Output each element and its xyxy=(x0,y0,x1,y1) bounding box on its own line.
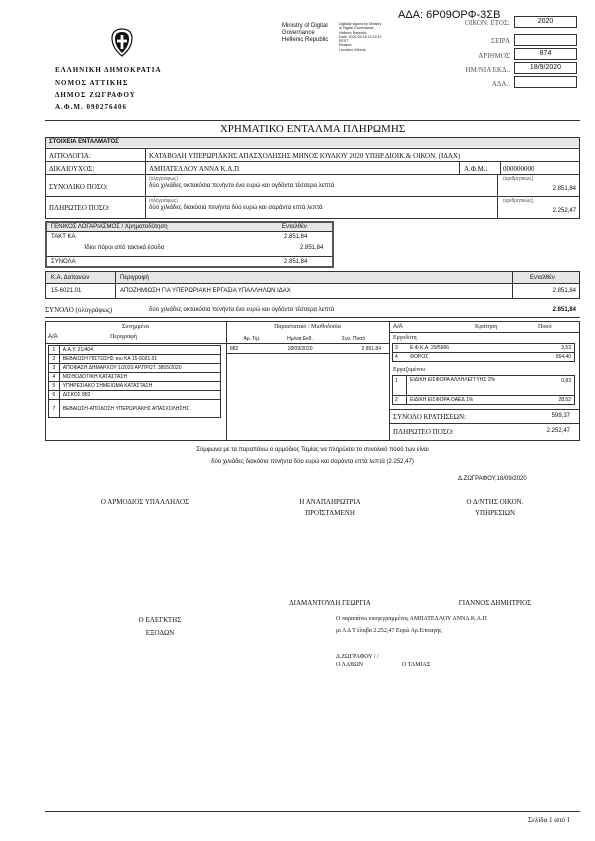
expense-col-amount: Ενταλθέν xyxy=(530,275,555,281)
list-item: 3 ΑΠΟΦΑΣΗ ΔΗΜΑΡΧΟΥ 1/2020 ΑΡ.ΠΡΩΤ. 3855/2020 xyxy=(49,364,221,373)
dikaiouxos-value: ΑΜΠΑΤΕΛΛΟΥ ΑΝΝΑ Κ.Α.Π xyxy=(149,165,240,173)
synoliko-num: 2.851,84 xyxy=(552,186,576,192)
aitiologia-value: ΚΑΤΑΒΟΛΗ ΥΠΕΡΩΡΙΑΚΗΣ ΑΠΑΣΧΟΛΗΣΗΣ ΜΗΝΟΣ ΙΟΥΛΙΟΥ 2020 ΥΠΗΡ.ΔΙΟΙΚ.& ΟΙΚΟΝ. (ΙΔΑΧ) xyxy=(149,152,461,160)
signatory-title: Ο Δ/ΝΤΗΣ ΟΙΚΟΝ. ΥΠΗΡΕΣΙΩΝ xyxy=(466,498,524,517)
synoliko-words-label: (ολογράφως) xyxy=(149,176,179,182)
synoliko-label: ΣΥΝΟΛΙΚΟ ΠΟΣΟ: xyxy=(49,183,108,191)
signature-ministry: Ministry of Digital Governance Hellenic Republic xyxy=(282,23,329,43)
list-item: 5 ΥΠΗΡΕΣΙΑΚΟ ΣΗΜΕΙΩΜΑ ΚΑΤΑΣΤΑΣΗ xyxy=(49,382,221,391)
deduction-name: ΕΙΔΙΚΗ ΕΙΣΦΟΡΑ ΑΛΛΗΛΕΓΓΥΗΣ 2% xyxy=(410,377,496,383)
deductions-col-aa: Α/Α xyxy=(393,324,403,330)
deduction-num: 2 xyxy=(395,397,398,403)
expense-desc: ΑΠΟΖΗΜΙΩΣΗ ΓΙΑ ΥΠΕΡΩΡΙΑΚΗ ΕΡΓΑΣΙΑ ΥΠΑΛΛΗΛΩΝ ΙΔΑΧ xyxy=(120,288,291,294)
signatory-name: ΔΙΑΜΑΝΤΟΥΛΗ ΓΕΩΡΓΙΑ xyxy=(289,599,371,607)
field-label-date: ΗΜ/ΝΙΑ ΕΚΔ.. xyxy=(465,66,510,74)
section-label: ΣΤΟΙΧΕΙΑ ΕΝΤΑΛΜΑΤΟΣ xyxy=(49,139,119,145)
deduction-num: 4 xyxy=(395,354,398,360)
total-words: δύο χιλιάδες οκτακόσια πενήντα ένα ευρώ και ογδόντα τέσσερα λεπτά xyxy=(149,307,335,313)
ledger-total-value: 2.851,84 xyxy=(284,259,308,265)
field-value-year: 2020 xyxy=(514,16,577,28)
deductions-group-employee: Εργαζομένου xyxy=(393,367,426,373)
lodgement-header: Αρ. Τιμ. Ημ/νια Εκδ. Συν. Ποσό xyxy=(243,336,366,342)
ledger-row-label: ΤΑΚΤ ΚΑ xyxy=(51,234,76,240)
ledger-sub-value: 2.851,84 xyxy=(300,245,324,251)
ledger-sub-label: Ίδιοι πόροι από τακτικά έσοδα xyxy=(84,245,165,251)
expense-ka: 15-6021.01 xyxy=(51,288,82,294)
lodgement-title: Παραστατικό / Μισθοδοσία xyxy=(274,324,341,330)
aitiologia-label: ΑΙΤΙΟΛΟΓΙΑ: xyxy=(49,152,91,160)
signatory-name: ΓΙΑΝΝΟΣ ΔΗΜΗΤΡΙΟΣ xyxy=(458,599,532,607)
field-label-ada: ΑΔΑ.. xyxy=(491,80,510,88)
deductions-total-label: ΣΥΝΟΛΟ ΚΡΑΤΗΣΕΩΝ: xyxy=(393,413,466,421)
ada-code: ΑΔΑ: 6Ρ09ΟΡΦ-3ΣΒ xyxy=(398,9,501,21)
deduction-value: 0,83 xyxy=(561,378,571,384)
statement-line: δύο χιλιάδες διακόσια πενήντα δύο ευρώ και σαράντα επτά λεπτά (2.252,47) xyxy=(211,459,414,465)
deductions-total-value: 599,37 xyxy=(551,413,570,419)
afm-value: 000000000 xyxy=(503,165,535,173)
plirotaio-label: ΠΛΗΡΩΤΕΟ ΠΟΣΟ: xyxy=(49,204,110,212)
field-label-number: ΑΡΙΘΜΟΣ xyxy=(478,52,510,60)
expense-amount: 2.851,84 xyxy=(552,288,576,294)
deduction-value: 28,52 xyxy=(558,397,571,403)
signatory-title: Ο ΑΡΜΟΔΙΟΣ ΥΠΑΛΛΗΛΟΣ xyxy=(100,498,190,506)
pay-value: 2.252,47 xyxy=(546,428,570,434)
total-label: ΣΥΝΟΛΟ (ολογράφως) xyxy=(45,306,113,314)
ledger-col-amount: Ενταλθέν xyxy=(282,224,307,230)
deductions-group-employer: Εργοδότη xyxy=(393,335,417,341)
plirotaio-num: 2.252,47 xyxy=(552,208,576,214)
docs-col-desc: Περιγραφή xyxy=(110,334,137,340)
field-label-year: ΟΙΚΟΝ. ΕΤΟΣ: xyxy=(464,19,510,27)
org-line: Α.Φ.Μ. 090276406 xyxy=(55,103,127,111)
deduction-value: 564,40 xyxy=(555,354,571,360)
pay-label: ΠΛΗΡΩΤΕΟ ΠΟΣΟ: xyxy=(393,428,454,436)
page-number: Σελίδα 1 από 1 xyxy=(528,816,571,824)
ledger-total-label: ΣΥΝΟΛΑ xyxy=(51,259,76,265)
ledger-col-account: ΓΕΝΙΚΟΣ ΛΟΓΑΡΙΑΣΜΟΣ / Χρηματοδότηση xyxy=(51,224,168,230)
field-value-number: 874 xyxy=(514,48,577,60)
deductions-col-amount: Ποσό xyxy=(538,324,552,330)
receipt-line: Δ.ΖΩΓΡΑΦΟΥ / / xyxy=(336,654,379,660)
signature-details: Digitally signed by Ministry of Digital Governance, Hellenic Republic Date: 2020.09.18 12:19:12 EEST Reason: Location: Athens xyxy=(339,22,382,52)
coat-of-arms xyxy=(109,28,135,58)
field-value-date: 18/9/2020 xyxy=(514,62,577,74)
statement-date: Δ.ΖΩΓΡΑΦΟΥ,18/09/2020 xyxy=(458,476,527,482)
deduction-num: 1 xyxy=(395,378,398,384)
org-line: ΔΗΜΟΣ ΖΩΓΡΑΦΟΥ xyxy=(55,91,136,99)
deduction-value: 3,53 xyxy=(561,345,571,351)
org-line: ΝΟΜΟΣ ΑΤΤΙΚΗΣ xyxy=(55,79,129,87)
list-item: 2 ΒΕΒΑΙΩΣΗ ΠΙΣΤΩΣΗΣ του ΚΑ 15-6021.01 xyxy=(49,355,221,364)
deduction-name: Ε.Φ.Κ.Α. 29/5966 xyxy=(410,345,450,351)
docs-list xyxy=(48,345,223,418)
signatory-title: Η ΑΝΑΠΛΗΡΩΤΡΙΑ ΠΡΟΪΣΤΑΜΕΝΗ xyxy=(299,498,361,517)
plirotaio-num-label: (αριθμητικώς) xyxy=(503,198,534,204)
statement-line: Σύμφωνα με τα παραπάνω ο αρμόδιος Ταμίας να πληρώσει το συνολικό ποσό των είναι xyxy=(196,447,429,453)
expense-col-desc: Περιγραφή xyxy=(120,275,149,281)
list-item: 1 Α.Α.Υ. 21/404 xyxy=(49,346,221,355)
field-value-series xyxy=(514,34,577,46)
total-num: 2.851,84 xyxy=(552,307,576,313)
receipt-line: Ο παραπάνω υπογεγραμμένος ΑΜΠΑΤΕΛΛΟΥ ΑΝΝΑ Κ.Α.Π xyxy=(336,616,487,622)
plirotaio-words-label: (ολογράφως) xyxy=(149,198,179,204)
deductions-col-name: Κράτηση xyxy=(475,324,498,330)
ledger-row-value: 2.851,84 xyxy=(284,234,308,240)
expense-col-ka: Κ.Α. Δαπανών xyxy=(51,275,90,281)
afm-label: Α.Φ.Μ.: xyxy=(464,165,488,173)
list-item: 7 ΒΕΒΑΙΩΣΗ-ΑΠΟΔΟΣΗ ΥΠΕΡΩΡΙΑΚΗΣ ΑΠΑΣΧΟΛΗΣΗΣ xyxy=(49,400,221,418)
page-title: ΧΡΗΜΑΤΙΚΟ ΕΝΤΑΛΜΑ ΠΛΗΡΩΜΗΣ xyxy=(219,123,406,135)
plirotaio-words: δύο χιλιάδες διακόσια πενήντα δύο ευρώ και σαράντα επτά λεπτά xyxy=(149,205,323,211)
dikaiouxos-label: ΔΙΚΑΙΟΥΧΟΣ: xyxy=(49,165,95,173)
deduction-name: ΕΙΔΙΚΗ ΕΙΣΦΟΡΑ ΟΑΕΔ 1% xyxy=(410,397,474,403)
docs-title: Συνημμένα xyxy=(121,324,150,330)
receipt-line: Ο ΛΑΒΩΝ Ο ΤΑΜΙΑΣ xyxy=(336,662,431,668)
field-label-series: ΣΕΙΡΑ xyxy=(491,37,510,45)
deduction-name: ΦΟΡΟΣ xyxy=(410,354,429,360)
deduction-num: 3 xyxy=(395,345,398,351)
list-item: 6 ΔΙΣΚΟΣ 882 xyxy=(49,391,221,400)
list-item: 4 ΜΙΣΘΟΔΟΤΙΚΗ ΚΑΤΑΣΤΑΣΗ xyxy=(49,373,221,382)
org-line: ΕΛΛΗΝΙΚΗ ΔΗΜΟΚΡΑΤΙΑ xyxy=(55,66,162,74)
auditor-title: Ο ΕΛΕΓΚΤΗΣ ΕΞΟΔΩΝ xyxy=(138,616,182,637)
synoliko-words: δύο χιλιάδες οκτακόσια πενήντα ένα ευρώ και ογδόντα τέσσερα λεπτά xyxy=(149,183,335,189)
lodgement-row: 882 18/09/2020 2.851,84 xyxy=(230,346,381,352)
field-value-ada xyxy=(514,76,577,88)
docs-col-aa: Α/Α xyxy=(48,334,58,340)
synoliko-num-label: (αριθμητικώς) xyxy=(503,176,534,182)
receipt-line: μι Α Δ Τ έλαβα 2.252,47 Ευρώ Αρ.Επιταγής xyxy=(336,628,442,634)
